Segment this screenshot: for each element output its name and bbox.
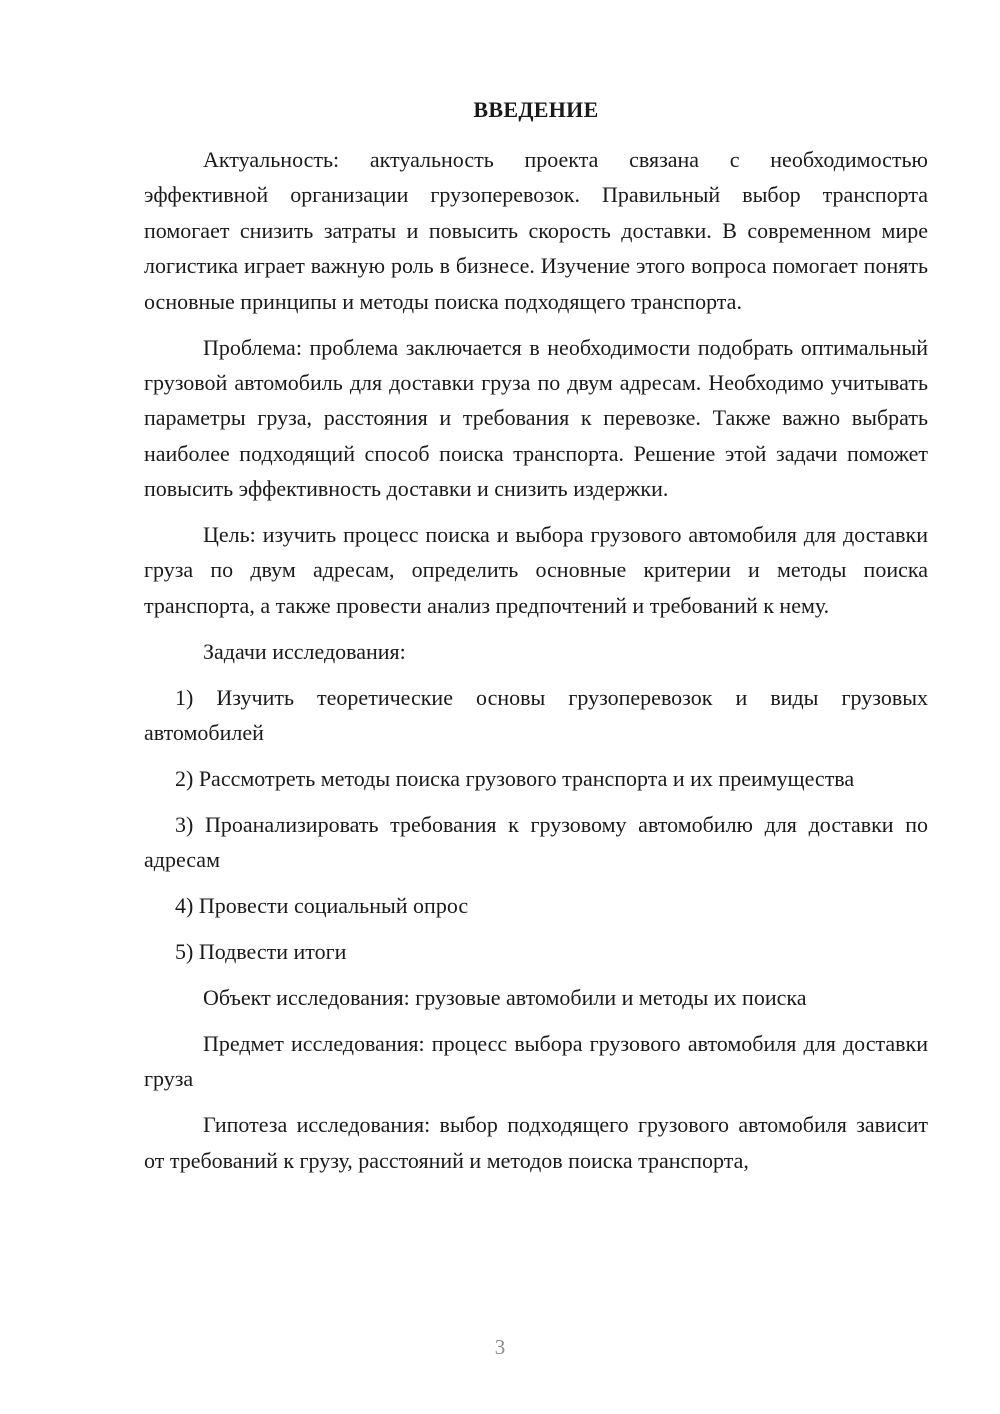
page-number: 3 bbox=[494, 1335, 506, 1359]
paragraph-relevance: Актуальность: актуальность проекта связана с необходимостью эффективной организации грузоперевозок. Правильный выбор транспорта помогает снизить затраты и повысить скорость доставки. В современном мире логистика играет важную роль в бизнесе. Изучение этого вопроса помогает понять основные принципы и методы поиска подходящего транспорта. bbox=[144, 147, 928, 314]
list-item: 5) Подвести итоги bbox=[175, 939, 347, 965]
list-item: 4) Провести социальный опрос bbox=[175, 893, 469, 919]
page-content bbox=[144, 95, 928, 1189]
list-item: 2) Рассмотреть методы поиска грузового транспорта и их преимущества bbox=[175, 766, 855, 791]
section-heading: ВВЕДЕНИЕ bbox=[473, 97, 599, 122]
list-item: 3) Проанализировать требования к грузовому автомобилю для доставки по адресам bbox=[144, 811, 928, 873]
paragraph-tasks-intro: Задачи исследования: bbox=[203, 638, 406, 664]
paragraph-subject: Предмет исследования: процесс выбора грузового автомобиля для доставки груза bbox=[144, 1030, 928, 1092]
paragraph-problem: Проблема: проблема заключается в необходимости подобрать оптимальный грузовой автомобиль для доставки груза по двум адресам. Необходимо учитывать параметры груза, расстояния и требования к перевозке. Также важно выбрать наиболее подходящий способ поиска транспорта. Решение этой задачи поможет повысить эффективность доставки и снизить издержки. bbox=[144, 334, 928, 502]
paragraph-object: Объект исследования: грузовые автомобили и методы их поиска bbox=[203, 985, 807, 1011]
task-list bbox=[144, 680, 928, 970]
list-item: 1) Изучить теоретические основы грузоперевозок и виды грузовых автомобилей bbox=[144, 684, 928, 746]
paragraph-hypothesis: Гипотеза исследования: выбор подходящего грузового автомобиля зависит от требований к грузу, расстояний и методов поиска транспорта, bbox=[144, 1112, 928, 1173]
paragraph-goal: Цель: изучить процесс поиска и выбора грузового автомобиля для доставки груза по двум адресам, определить основные критерии и методы поиска транспорта, а также провести анализ предпочтений и требований к нему. bbox=[144, 522, 928, 618]
